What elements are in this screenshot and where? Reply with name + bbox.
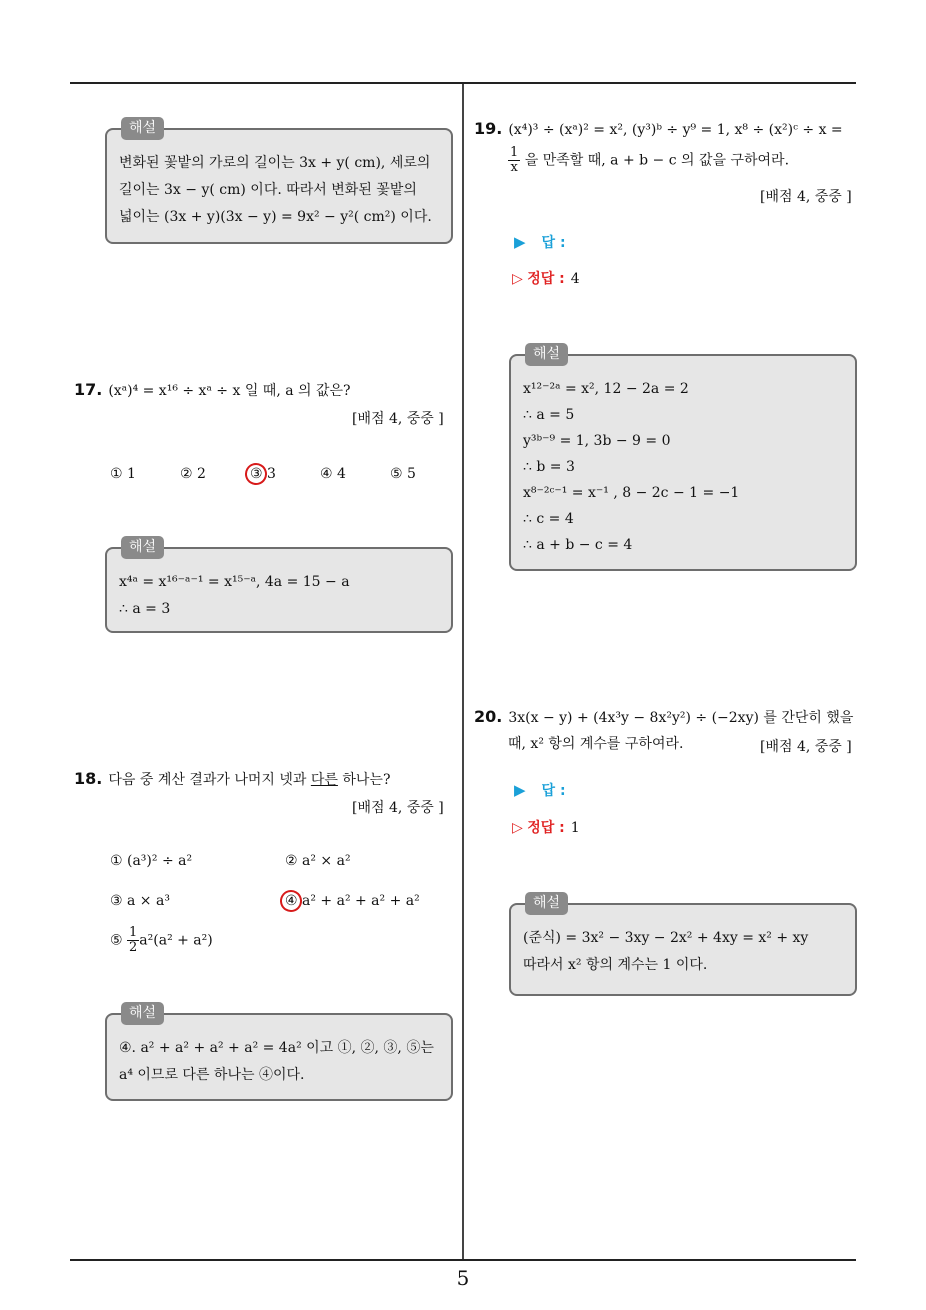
explanation-line: a⁴ 이므로 다른 하나는 ④이다. bbox=[119, 1067, 305, 1083]
explanation-line: 변화된 꽃밭의 가로의 길이는 3x + y( cm), 세로의 bbox=[119, 155, 431, 171]
explanation-line: ④. a² + a² + a² + a² = 4a² 이고 ①, ②, ③, ⑤는 bbox=[119, 1040, 434, 1056]
fraction-numerator: 1 bbox=[510, 145, 519, 160]
explanation-line: x⁴ᵃ = x¹⁶⁻ᵃ⁻¹ = x¹⁵⁻ᵃ, 4a = 15 − a bbox=[119, 574, 350, 590]
q17-points: [배점 4, 중중 ] bbox=[352, 411, 444, 427]
q20-answer-field[interactable] bbox=[514, 780, 566, 800]
q20-explanation-box bbox=[509, 895, 857, 996]
q17-choice-5[interactable]: ⑤ 5 bbox=[390, 466, 416, 482]
explanation-line: 길이는 3x − y( cm) 이다. 따라서 변화된 꽃밭의 bbox=[119, 182, 417, 198]
q19-stem bbox=[474, 116, 859, 143]
play-triangle-icon: ▶ bbox=[514, 781, 526, 799]
explanation-line: ∴ a = 5 bbox=[523, 407, 575, 423]
question-number: 20. bbox=[474, 707, 503, 726]
q18-points: [배점 4, 중중 ] bbox=[352, 800, 444, 816]
question-text: 을 만족할 때, a + b − c 의 값을 구하여라. bbox=[520, 152, 790, 169]
question-number: 17. bbox=[74, 380, 103, 399]
q17-choice-1[interactable]: ① 1 bbox=[110, 466, 136, 482]
question-text: 다음 중 계산 결과가 나머지 넷과 bbox=[108, 772, 311, 788]
q19-correct-answer bbox=[512, 268, 580, 288]
question-number: 19. bbox=[474, 119, 503, 138]
q20-stem-line2: 때, x² 항의 계수를 구하여라. bbox=[508, 736, 684, 752]
explanation-line: y³ᵇ⁻⁹ = 1, 3b − 9 = 0 bbox=[523, 433, 671, 449]
q17-choice-3[interactable]: ③ 3 bbox=[250, 466, 276, 482]
correct-label: 정답 : bbox=[527, 820, 565, 836]
explanation-tag: 해설 bbox=[525, 343, 568, 366]
fraction bbox=[127, 926, 139, 955]
q17-choice-2[interactable]: ② 2 bbox=[180, 466, 206, 482]
question-number: 18. bbox=[74, 769, 103, 788]
explanation-tag: 해설 bbox=[121, 1002, 164, 1025]
bottom-rule bbox=[70, 1259, 856, 1261]
q20-correct-answer bbox=[512, 817, 580, 837]
q18-choice-1[interactable]: ① (a³)² ÷ a² bbox=[110, 853, 193, 869]
q19-stem-line2 bbox=[508, 146, 858, 175]
q19-answer-field[interactable] bbox=[514, 232, 566, 252]
q18-explanation-box bbox=[105, 1005, 453, 1101]
selected-answer-mark bbox=[243, 461, 270, 488]
q18-choice-4[interactable]: ④ a² + a² + a² + a² bbox=[285, 893, 420, 909]
q17-explanation-box bbox=[105, 539, 453, 633]
question-underlined-word: 다른 bbox=[310, 772, 338, 788]
question-text: 3x(x − y) + (4x³y − 8x²y²) ÷ (−2xy) 를 간단히 했을 bbox=[508, 710, 854, 726]
explanation-line: ∴ a + b − c = 4 bbox=[523, 537, 633, 553]
q20-stem bbox=[474, 704, 859, 731]
selected-answer-mark bbox=[278, 888, 305, 915]
answer-label: 답 : bbox=[541, 783, 566, 799]
choice-expression: a²(a² + a²) bbox=[139, 932, 213, 949]
explanation-line: ∴ c = 4 bbox=[523, 511, 574, 527]
fraction-denominator: 2 bbox=[129, 940, 138, 955]
explanation-tag: 해설 bbox=[121, 536, 164, 559]
explanation-line: (준식) = 3x² − 3xy − 2x² + 4xy = x² + xy bbox=[523, 930, 809, 946]
outline-triangle-icon: ▷ bbox=[512, 271, 523, 287]
explanation-line: 따라서 x² 항의 계수는 1 이다. bbox=[523, 957, 708, 973]
explanation-tag: 해설 bbox=[525, 892, 568, 915]
explanation-line: x¹²⁻²ᵃ = x², 12 − 2a = 2 bbox=[523, 381, 689, 397]
choice-number: ⑤ bbox=[110, 932, 123, 949]
q19-points: [배점 4, 중중 ] bbox=[760, 189, 852, 205]
answer-label: 답 : bbox=[541, 235, 566, 251]
q19-explanation-box bbox=[509, 346, 857, 571]
correct-value: 1 bbox=[570, 820, 580, 836]
question-text: (x⁴)³ ÷ (xᵃ)² = x², (y³)ᵇ ÷ y⁹ = 1, x⁸ ÷ (x²)ᶜ ÷ x = bbox=[508, 122, 843, 138]
page-number: 5 bbox=[456, 1266, 470, 1290]
q17-stem bbox=[74, 377, 454, 404]
explanation-tag: 해설 bbox=[121, 117, 164, 140]
fraction-numerator: 1 bbox=[129, 925, 138, 940]
question-text: (xᵃ)⁴ = x¹⁶ ÷ xᵃ ÷ x 일 때, a 의 값은? bbox=[108, 383, 351, 399]
q18-choice-2[interactable]: ② a² × a² bbox=[285, 853, 351, 869]
correct-value: 4 bbox=[570, 271, 580, 287]
play-triangle-icon: ▶ bbox=[514, 233, 526, 251]
explanation-line: ∴ a = 3 bbox=[119, 601, 171, 617]
q18-choice-5[interactable] bbox=[110, 926, 213, 955]
q16-explanation-box bbox=[105, 120, 453, 244]
column-divider bbox=[462, 84, 464, 1259]
q18-stem bbox=[74, 766, 454, 793]
explanation-line: 넓이는 (3x + y)(3x − y) = 9x² − y²( cm²) 이다. bbox=[119, 209, 432, 225]
outline-triangle-icon: ▷ bbox=[512, 820, 523, 836]
q20-points: [배점 4, 중중 ] bbox=[760, 739, 852, 755]
fraction bbox=[508, 146, 520, 175]
question-text: 하나는? bbox=[337, 772, 391, 788]
q17-choice-4[interactable]: ④ 4 bbox=[320, 466, 346, 482]
fraction-denominator: x bbox=[510, 160, 518, 175]
correct-label: 정답 : bbox=[527, 271, 565, 287]
explanation-line: ∴ b = 3 bbox=[523, 459, 575, 475]
q18-choice-3[interactable]: ③ a × a³ bbox=[110, 893, 170, 909]
explanation-line: x⁸⁻²ᶜ⁻¹ = x⁻¹ , 8 − 2c − 1 = −1 bbox=[523, 485, 740, 501]
